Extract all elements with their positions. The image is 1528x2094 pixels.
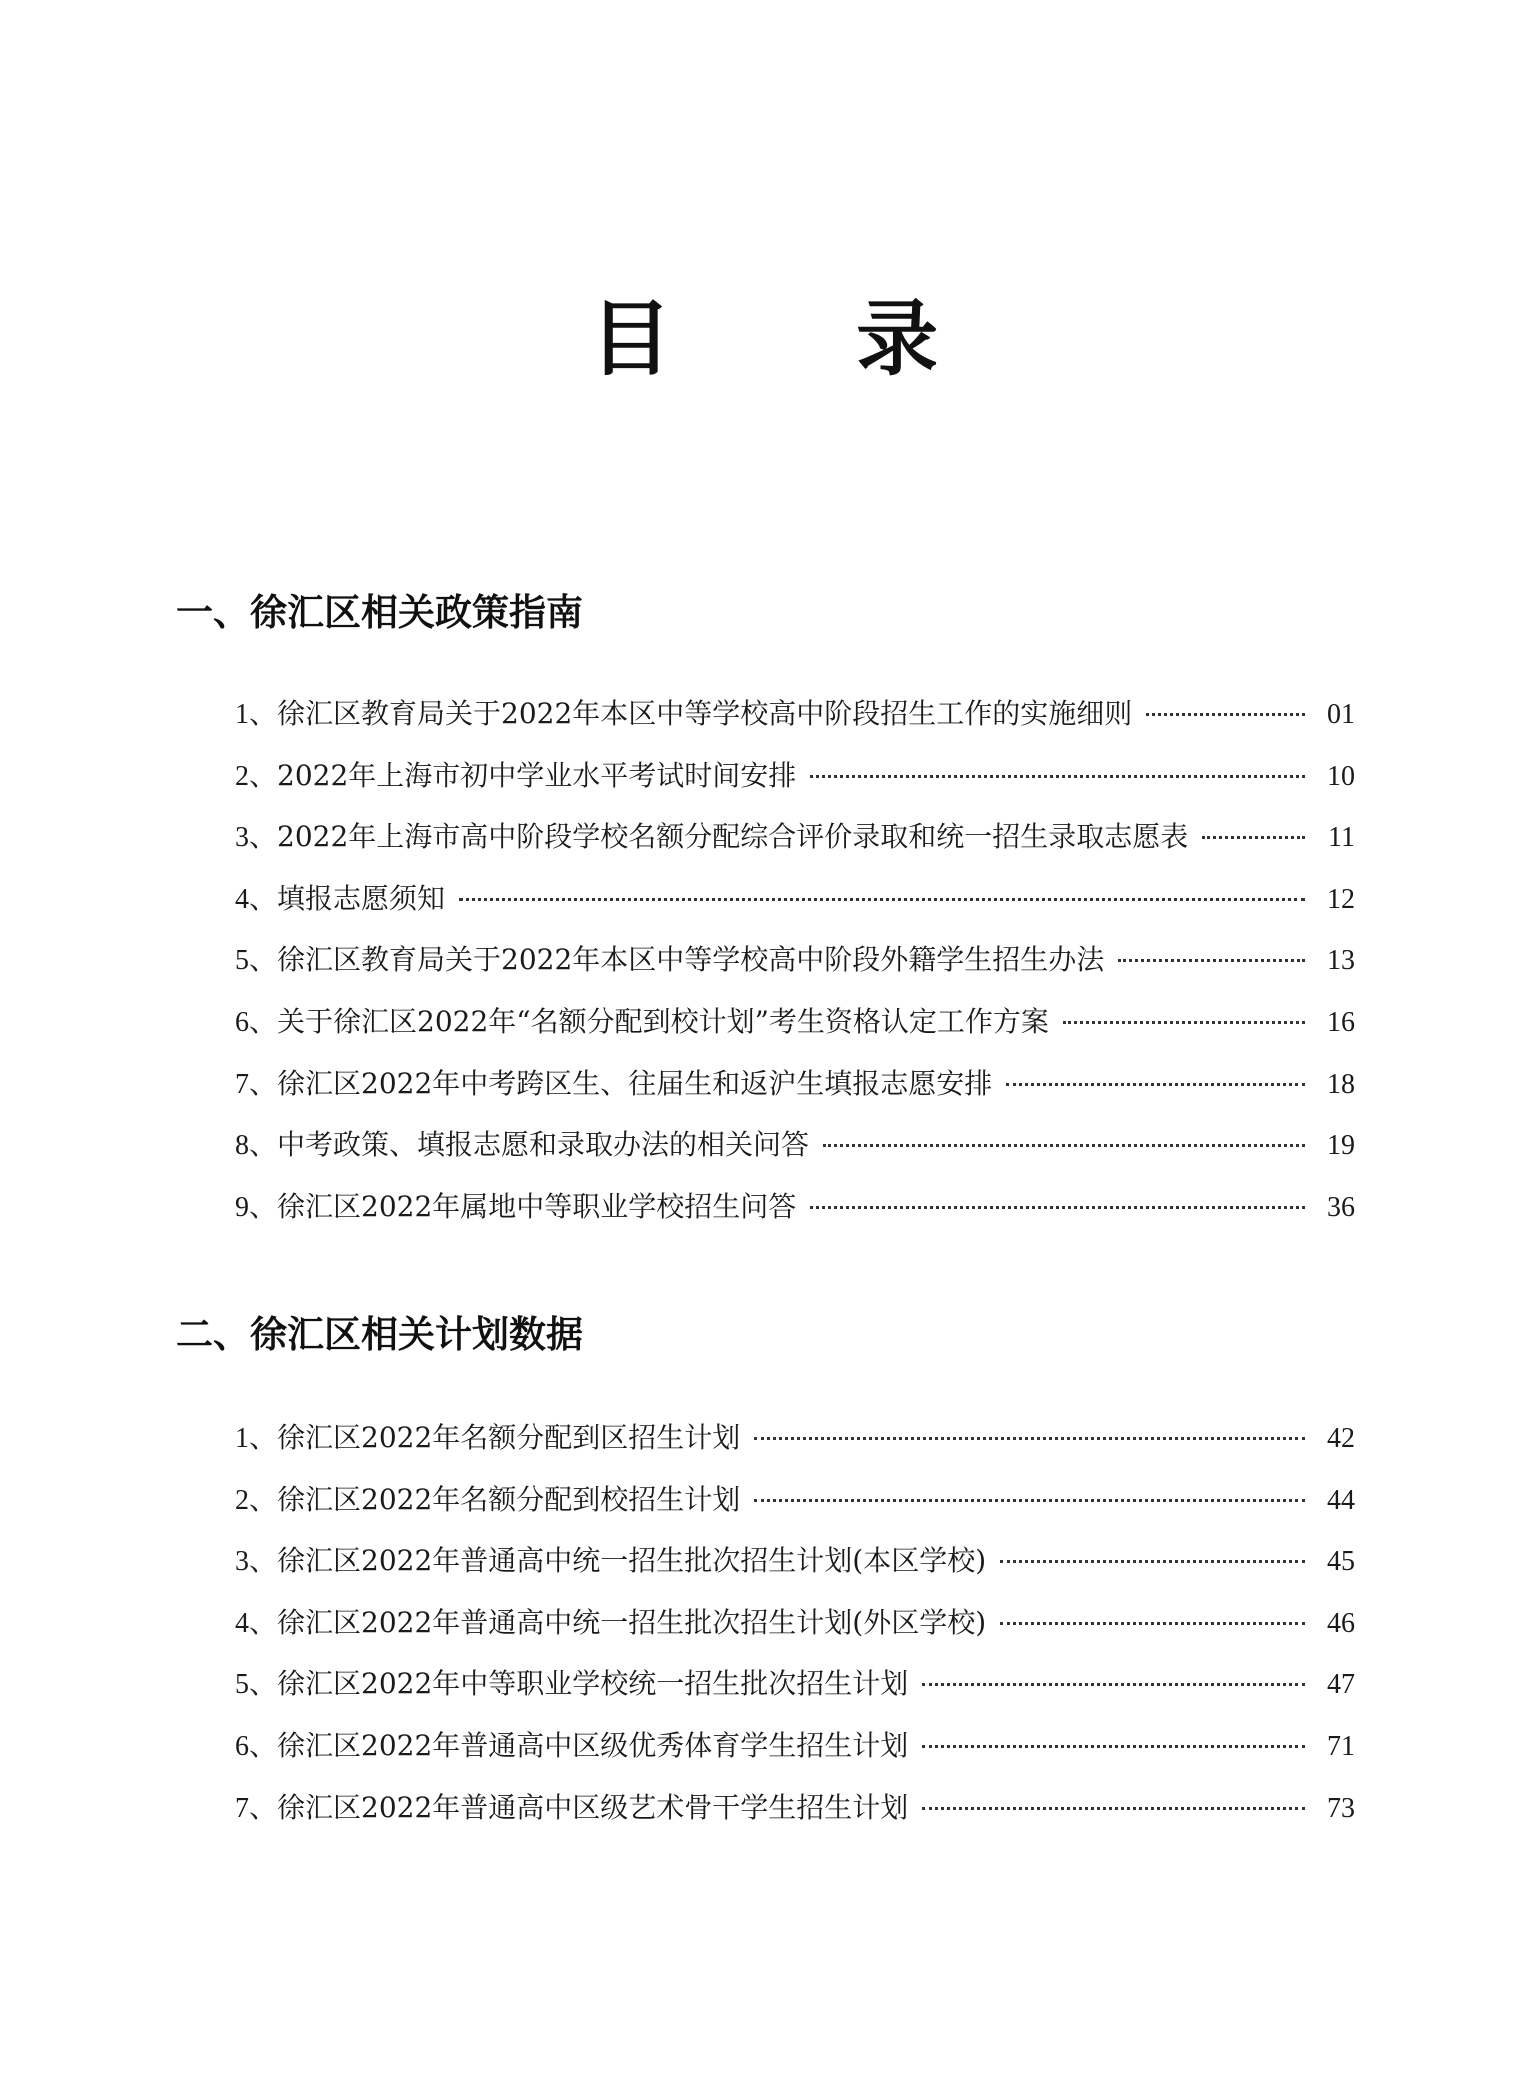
- entry-page-number: 16: [1327, 1006, 1355, 1038]
- toc-entry[interactable]: [235, 756, 1355, 818]
- toc-entry[interactable]: [235, 1480, 1355, 1542]
- entry-page-number: 10: [1327, 760, 1355, 792]
- dot-leader: [1118, 959, 1305, 962]
- toc-entry[interactable]: [235, 1187, 1355, 1249]
- toc-entry[interactable]: [235, 817, 1355, 879]
- dot-leader: [1146, 713, 1305, 716]
- entry-page-number: 36: [1327, 1191, 1355, 1223]
- toc-entry[interactable]: [235, 694, 1355, 756]
- entry-number: 7、: [235, 1792, 278, 1824]
- entry-number: 1、: [235, 699, 278, 730]
- entry-page-number: 45: [1327, 1546, 1355, 1578]
- toc-entry[interactable]: [235, 1726, 1355, 1788]
- dot-leader: [754, 1499, 1305, 1502]
- entry-page-number: 12: [1327, 883, 1355, 915]
- entry-number: 8、: [235, 1130, 278, 1162]
- entry-page-number: 19: [1327, 1130, 1355, 1162]
- toc-entry[interactable]: [235, 879, 1355, 941]
- toc-entry[interactable]: [235, 1664, 1355, 1726]
- dot-leader: [1006, 1083, 1305, 1086]
- entry-page-number: 71: [1327, 1730, 1355, 1762]
- dot-leader: [1063, 1021, 1305, 1024]
- toc-entry[interactable]: [235, 1002, 1355, 1064]
- entry-title: 徐汇区2022年名额分配到校招生计划: [277, 1482, 741, 1516]
- entry-number: 9、: [235, 1191, 278, 1223]
- entry-page-number: 73: [1327, 1792, 1355, 1824]
- entry-title: 中考政策、填报志愿和录取办法的相关问答: [277, 1128, 810, 1162]
- dot-leader: [1000, 1560, 1305, 1563]
- dot-leader: [810, 775, 1305, 778]
- entry-page-number: 47: [1327, 1669, 1355, 1701]
- dot-leader: [922, 1683, 1305, 1686]
- entry-number: 1、: [235, 1423, 278, 1454]
- dot-leader: [459, 898, 1305, 901]
- entry-number: 4、: [235, 1607, 278, 1639]
- entry-title: 徐汇区2022年普通高中统一招生批次招生计划(本区学校): [277, 1544, 987, 1578]
- entry-number: 2、: [235, 760, 278, 792]
- toc-entry[interactable]: [235, 1064, 1355, 1126]
- entry-title: 2022年上海市初中学业水平考试时间安排: [277, 758, 797, 792]
- entry-title: 徐汇区2022年名额分配到区招生计划: [277, 1421, 741, 1454]
- entry-number: 4、: [235, 883, 278, 915]
- entry-title: 徐汇区2022年中等职业学校统一招生批次招生计划: [277, 1667, 909, 1701]
- entry-page-number: 13: [1327, 945, 1355, 977]
- section-heading: 一、徐汇区相关政策指南: [176, 590, 583, 634]
- entry-page-number: 11: [1328, 822, 1355, 854]
- page-title: 目 录: [589, 292, 1017, 387]
- toc-entry[interactable]: [235, 1418, 1355, 1480]
- toc-list: [235, 694, 1355, 1248]
- entry-number: 7、: [235, 1068, 278, 1100]
- dot-leader: [754, 1437, 1305, 1440]
- entry-number: 6、: [235, 1730, 278, 1762]
- entry-page-number: 46: [1327, 1607, 1355, 1639]
- dot-leader: [1202, 836, 1305, 839]
- entry-title: 徐汇区2022年属地中等职业学校招生问答: [277, 1189, 797, 1223]
- entry-title: 徐汇区2022年普通高中区级优秀体育学生招生计划: [277, 1728, 909, 1762]
- entry-page-number: 18: [1327, 1068, 1355, 1100]
- entry-number: 6、: [235, 1006, 278, 1038]
- entry-page-number: 42: [1327, 1423, 1355, 1454]
- entry-number: 5、: [235, 945, 278, 977]
- entry-title: 关于徐汇区2022年“名额分配到校计划”考生资格认定工作方案: [277, 1004, 1049, 1038]
- entry-number: 2、: [235, 1484, 278, 1516]
- entry-title: 徐汇区2022年普通高中统一招生批次招生计划(外区学校): [277, 1605, 987, 1639]
- dot-leader: [1000, 1622, 1305, 1625]
- entry-number: 3、: [235, 1546, 278, 1578]
- toc-entry[interactable]: [235, 1603, 1355, 1665]
- dot-leader: [810, 1206, 1305, 1209]
- entry-page-number: 01: [1327, 699, 1355, 730]
- entry-title: 徐汇区教育局关于2022年本区中等学校高中阶段招生工作的实施细则: [277, 697, 1133, 730]
- toc-entry[interactable]: [235, 1125, 1355, 1187]
- entry-number: 5、: [235, 1669, 278, 1701]
- entry-title: 填报志愿须知: [277, 881, 446, 915]
- dot-leader: [823, 1144, 1305, 1147]
- entry-title: 徐汇区2022年普通高中区级艺术骨干学生招生计划: [277, 1790, 909, 1824]
- entry-title: 徐汇区教育局关于2022年本区中等学校高中阶段外籍学生招生办法: [277, 943, 1105, 977]
- dot-leader: [922, 1745, 1305, 1748]
- entry-title: 徐汇区2022年中考跨区生、往届生和返沪生填报志愿安排: [277, 1066, 993, 1100]
- toc-entry[interactable]: [235, 1541, 1355, 1603]
- toc-entry[interactable]: [235, 940, 1355, 1002]
- toc-entry[interactable]: [235, 1788, 1355, 1850]
- entry-page-number: 44: [1327, 1484, 1355, 1516]
- dot-leader: [922, 1807, 1305, 1810]
- toc-list: [235, 1418, 1355, 1849]
- section-heading: 二、徐汇区相关计划数据: [176, 1312, 583, 1356]
- entry-number: 3、: [235, 822, 278, 854]
- entry-title: 2022年上海市高中阶段学校名额分配综合评价录取和统一招生录取志愿表: [277, 820, 1189, 854]
